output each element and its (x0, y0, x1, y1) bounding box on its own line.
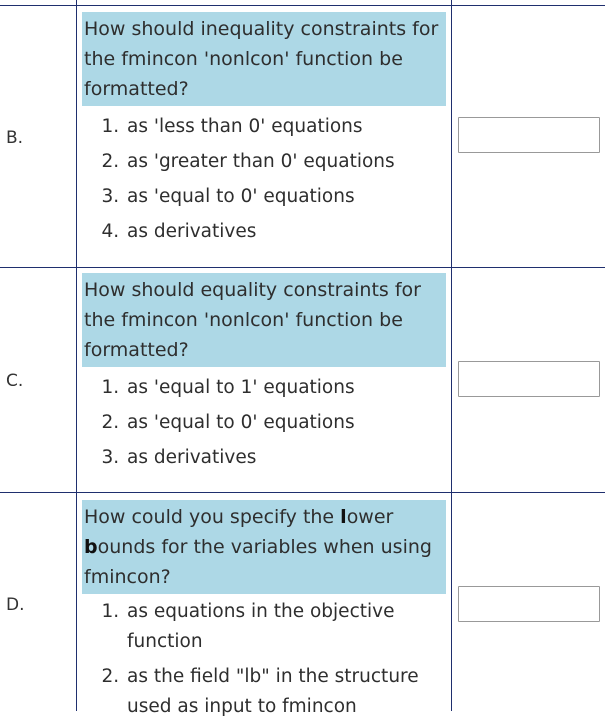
question-cell (82, 273, 446, 475)
list-item: 4. as derivatives (125, 214, 446, 249)
row-letter: B. (6, 128, 24, 148)
question-text: How should equality constraints for the fmincon 'nonlcon' function be formatted? (82, 273, 446, 367)
question-text: How should inequality constraints for the fmincon 'nonlcon' function be formatted? (82, 12, 446, 106)
list-item: 2. as 'greater than 0' equations (125, 144, 446, 179)
answer-input-b[interactable] (458, 117, 600, 153)
row-divider (0, 492, 605, 493)
row-letter: C. (6, 371, 24, 391)
question-text: How could you specify the lower bounds for the variables when using fmincon? (82, 500, 446, 594)
column-divider (76, 0, 77, 711)
option-list (82, 597, 425, 722)
list-item: 1. as 'equal to 1' equations (125, 370, 446, 405)
answer-input-d[interactable] (458, 586, 600, 622)
row-divider (0, 267, 605, 268)
list-item: 3. as derivatives (125, 440, 446, 475)
option-list (82, 370, 446, 475)
table-border (0, 5, 605, 6)
question-cell (82, 12, 446, 249)
list-item: 3. as 'equal to 0' equations (125, 179, 446, 214)
option-list (82, 109, 446, 249)
list-item: 2. as 'equal to 0' equations (125, 405, 446, 440)
list-item: 2. as the field "lb" in the structure used as input to fmincon (125, 662, 425, 722)
column-divider (451, 0, 452, 711)
answer-input-c[interactable] (458, 361, 600, 397)
list-item: 1. as 'less than 0' equations (125, 109, 446, 144)
question-cell (82, 500, 446, 727)
list-item: 1. as equations in the objective function (125, 597, 425, 657)
row-letter: D. (6, 595, 25, 615)
